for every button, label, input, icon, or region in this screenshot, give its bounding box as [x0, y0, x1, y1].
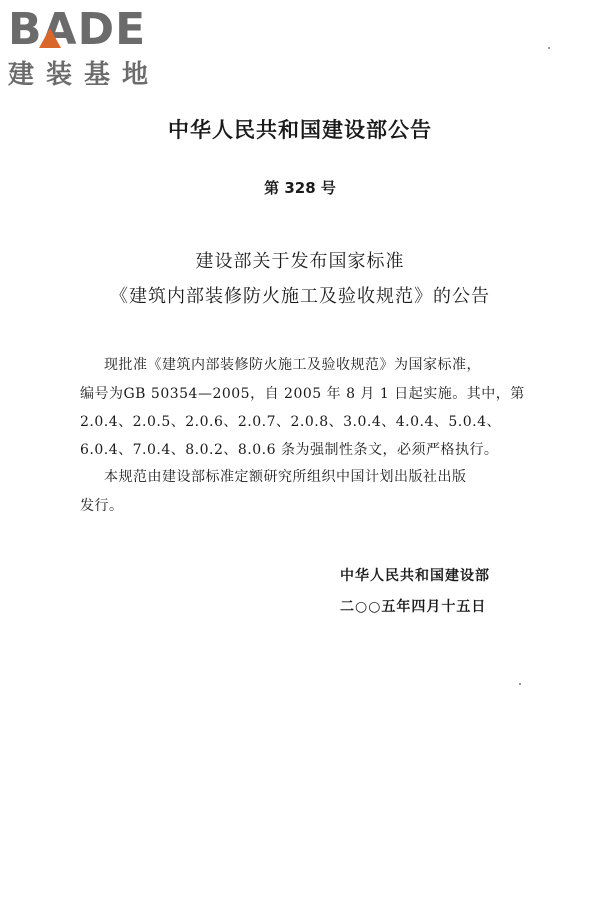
body-line: 发行。: [80, 498, 124, 514]
logo-brand-text: BADE: [8, 4, 147, 55]
scan-speck: [548, 47, 550, 49]
announcement-number: 第 328 号: [264, 179, 336, 197]
body-line: 现批准《建筑内部装修防火施工及验收规范》为国家标准，: [104, 357, 481, 373]
body-line: 本规范由建设部标准定额研究所组织中国计划出版社出版: [104, 469, 467, 485]
body-line: 6.0.4、7.0.4、8.0.2、8.0.6 条为强制性条文，必须严格执行。: [80, 442, 499, 458]
signature-organization: 中华人民共和国建设部: [340, 568, 490, 584]
page-title: 中华人民共和国建设部公告: [168, 118, 432, 142]
logo-triangle-icon: [39, 28, 61, 48]
body-line: 编号为GB 50354—2005，自 2005 年 8 月 1 日起实施。其中，第: [80, 386, 525, 402]
body-line: 2.0.4、2.0.5、2.0.6、2.0.7、2.0.8、3.0.4、4.0.4、5.0.4、: [80, 414, 501, 430]
logo-chinese-name: 建装基地: [8, 60, 161, 90]
subtitle-line-2: 《建筑内部装修防火施工及验收规范》的公告: [110, 286, 490, 307]
scan-speck: [519, 683, 521, 685]
subtitle-line-1: 建设部关于发布国家标准: [195, 251, 405, 272]
signature-date: 二○○五年四月十五日: [340, 599, 487, 615]
bade-logo: [8, 4, 178, 92]
